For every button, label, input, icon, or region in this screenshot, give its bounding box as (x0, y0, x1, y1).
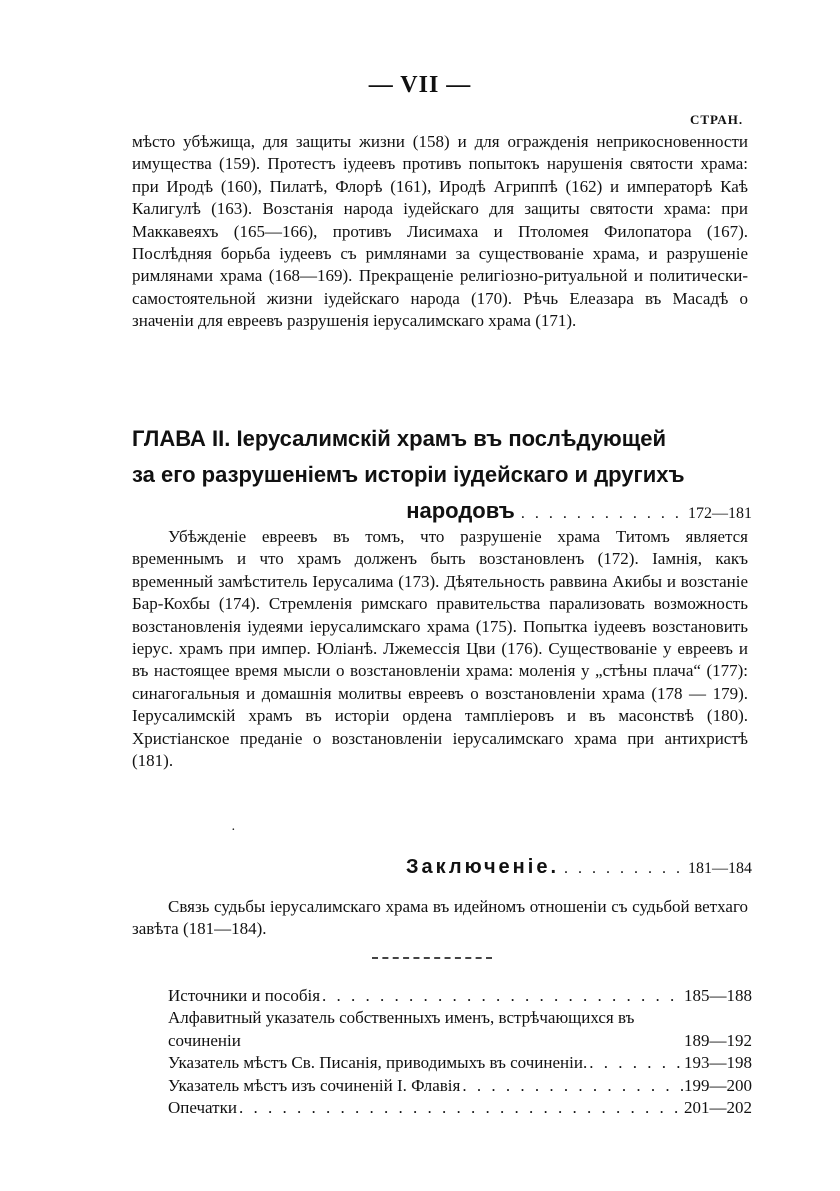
toc-pages: 185—188 (684, 986, 752, 1005)
chapter-title-last: народовъ (406, 498, 515, 523)
toc-label: Опечатки (168, 1098, 237, 1118)
toc-label: Указатель мѣстъ изъ сочиненій І. Флавія (168, 1075, 461, 1095)
section-divider (372, 957, 492, 959)
toc-row (132, 1052, 752, 1074)
table-of-contents (132, 985, 752, 1119)
dot-leader (587, 1052, 684, 1074)
toc-label: Алфавитный указатель собственныхъ именъ, встрѣчающихся въ сочиненіи (168, 1008, 635, 1050)
page-number: — VII — (368, 72, 472, 98)
toc-label: Источники и пособія (168, 986, 321, 1005)
dot-leader: . . . . . . . . . . . . (520, 505, 682, 522)
pages-column-label: СТРАН. (690, 112, 744, 127)
toc-row (132, 1007, 752, 1052)
toc-pages: 201—202 (684, 1098, 752, 1118)
conclusion-title: Заключеніе. (406, 856, 559, 878)
chapter-paragraph-block (132, 526, 748, 772)
toc-row (132, 1097, 752, 1119)
chapter-paragraph: Убѣжденіе евреевъ въ томъ, что разрушеніе храма Титомъ является временнымъ и что храмъ долженъ быть возстановленъ (172). Іамнія, какъ временный замѣститель Іерусалима (173). Дѣятельность раввина Акибы и возстаніе Бар-Кохбы (174). Стремленія римскаго правительства парализовать возможность возстановленія іудеями іерусалимскаго храма (175). Попытка іудеевъ возстановить іерус. храмъ при импер. Юліанѣ. Лжемессія Цви (176). Существованіе у евреевъ и въ настоящее время мысли о возстановленіи храма: моленія у „стѣны плача“ (177): синагогальныя и домашнія молитвы евреевъ о возстановленіи храма (178 — 179). Іерусалимскій храмъ въ исторіи ордена тампліеровъ и въ масонствѣ (180). Христіанское преданіе о возстановленіи іерусалимскаго храма при антихристѣ (181). (132, 527, 748, 771)
chapter-heading (132, 421, 752, 532)
top-paragraph: мѣсто убѣжища, для защиты жизни (158) и для огражденія неприкосновенности имущества (159). Протестъ іудеевъ противъ попытокъ нарушенія святости храма: при Иродѣ (160), Пилатѣ, Флорѣ (161), Иродѣ Агриппѣ (162) и императорѣ Каѣ Калигулѣ (163). Возстанія народа іудейскаго для защиты святости храма: при Маккавеяхъ (165—166), противъ Лисимаха и Птоломея Филопатора (167). Послѣдняя борьба іудеевъ съ римлянами за существованіе храма, и разрушеніе римлянами храма (168—169). Прекращеніе религіозно-ритуальной и политически-самостоятельной жизни іудейскаго народа (170). Рѣчь Елеазара въ Масадѣ о значеніи для евреевъ разрушенія іерусалимскаго храма (171). (132, 132, 748, 331)
toc-pages: 189—192 (684, 1030, 752, 1050)
dot-leader (320, 985, 684, 1007)
chapter-title-line-1: ГЛАВА II. Іерусалимскій храмъ въ послѣдующей (132, 426, 667, 451)
dot-leader: . . . . . . . . . (564, 860, 683, 877)
conclusion-paragraph-block (132, 896, 748, 941)
toc-row (132, 985, 752, 1007)
stray-mark: · (231, 823, 236, 838)
toc-pages: 193—198 (684, 1053, 752, 1073)
dot-leader (460, 1075, 684, 1097)
dot-leader (237, 1097, 684, 1119)
toc-pages: 199—200 (684, 1075, 752, 1095)
chapter-pages: 172—181 (688, 505, 752, 522)
toc-label: Указатель мѣстъ Св. Писанія, приводимыхъ въ сочиненіи. (168, 1053, 588, 1073)
conclusion-paragraph: Связь судьбы іерусалимскаго храма въ идейномъ отношеніи съ судьбой ветхаго завѣта (181—184). (132, 897, 748, 939)
conclusion-heading (132, 853, 752, 883)
toc-row (132, 1075, 752, 1097)
conclusion-pages: 181—184 (688, 860, 752, 877)
top-paragraph-block (132, 131, 748, 333)
chapter-title-line-2: за его разрушеніемъ исторіи іудейскаго и другихъ (132, 462, 685, 487)
